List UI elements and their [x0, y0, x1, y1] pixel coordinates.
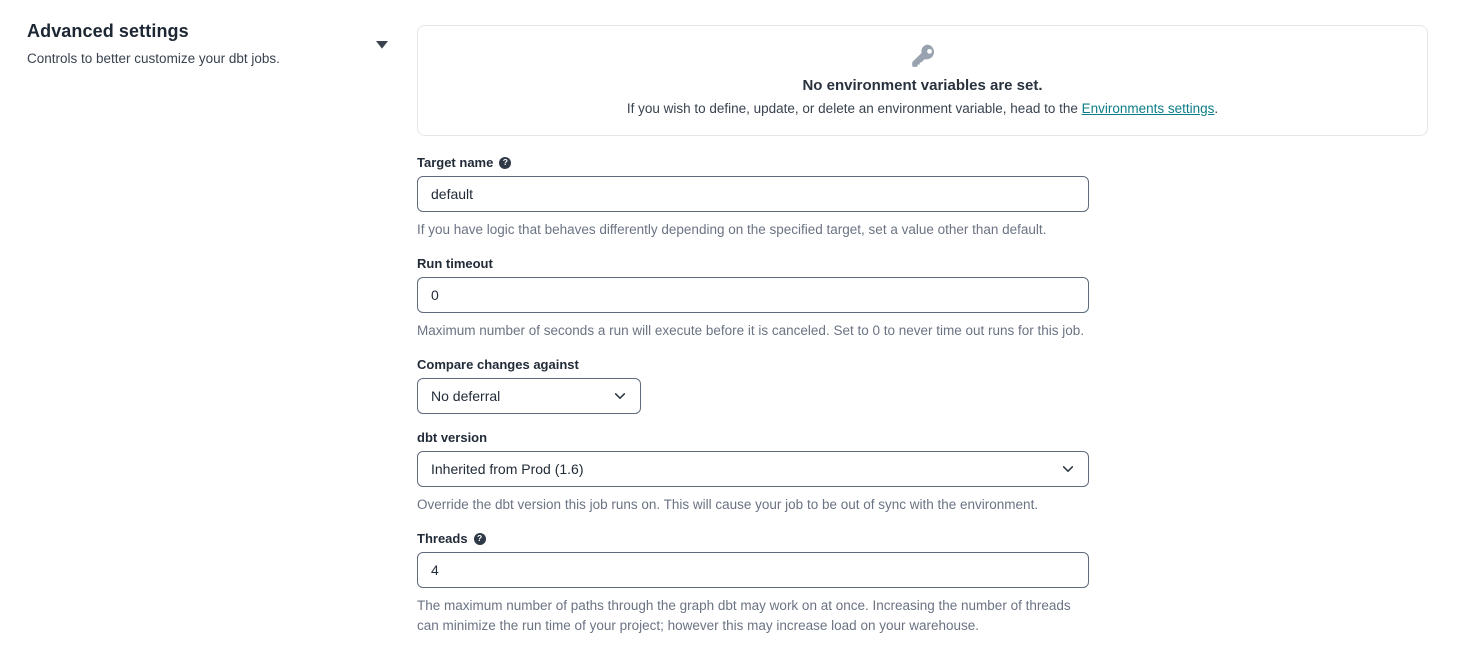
threads-input[interactable] [417, 552, 1089, 588]
chevron-down-icon [613, 389, 627, 403]
target-name-label-text: Target name [417, 155, 494, 170]
env-vars-empty-panel [417, 25, 1428, 136]
run-timeout-label [417, 256, 1089, 271]
page-title: Advanced settings [27, 21, 189, 41]
dbt-version-selected-value: Inherited from Prod (1.6) [431, 461, 584, 477]
empty-state-body [438, 101, 1407, 116]
empty-state-title: No environment variables are set. [802, 77, 1043, 94]
threads-label [417, 531, 1089, 546]
compare-changes-label [417, 357, 1089, 372]
compare-changes-label-text: Compare changes against [417, 357, 579, 372]
section-header [0, 0, 417, 652]
empty-state-text: If you wish to define, update, or delete an environment variable, head to the [626, 101, 1082, 116]
run-timeout-input[interactable] [417, 277, 1089, 313]
threads-helper-text: The maximum number of paths through the graph dbt may work on at once. Increasing the number of threads can minimize the run time of your project; however this may increase load on your warehouse. [417, 598, 1071, 633]
field-dbt-version [417, 430, 1089, 515]
target-name-label [417, 155, 1089, 170]
collapse-section-button[interactable] [375, 41, 389, 49]
dbt-version-label [417, 430, 1089, 445]
help-icon[interactable]: ? [474, 533, 486, 545]
environments-settings-link[interactable]: Environments settings [1081, 101, 1215, 116]
help-icon[interactable]: ? [499, 157, 511, 169]
field-threads [417, 531, 1089, 636]
run-timeout-helper-text: Maximum number of seconds a run will execute before it is canceled. Set to 0 to never time out runs for this job. [417, 323, 1085, 338]
dbt-version-select[interactable] [417, 451, 1089, 487]
advanced-settings-form [417, 155, 1089, 636]
run-timeout-label-text: Run timeout [417, 256, 493, 271]
caret-down-icon [375, 41, 389, 49]
field-run-timeout [417, 256, 1089, 341]
target-name-helper-text: If you have logic that behaves differently depending on the specified target, set a value other than default. [417, 222, 1047, 237]
dbt-version-label-text: dbt version [417, 430, 488, 445]
threads-label-text: Threads [417, 531, 468, 546]
target-name-input[interactable] [417, 176, 1089, 212]
field-target-name [417, 155, 1089, 240]
empty-state-text-suffix: . [1214, 101, 1219, 116]
field-compare-changes [417, 357, 1089, 414]
advanced-settings-form-area [417, 0, 1458, 652]
dbt-version-helper-text: Override the dbt version this job runs on. This will cause your job to be out of sync with the environment. [417, 497, 1039, 512]
page-subtitle: Controls to better customize your dbt jobs. [27, 51, 280, 66]
compare-changes-select[interactable] [417, 378, 641, 414]
key-icon [910, 43, 936, 69]
chevron-down-icon [1061, 462, 1075, 476]
compare-changes-selected-value: No deferral [431, 388, 501, 404]
